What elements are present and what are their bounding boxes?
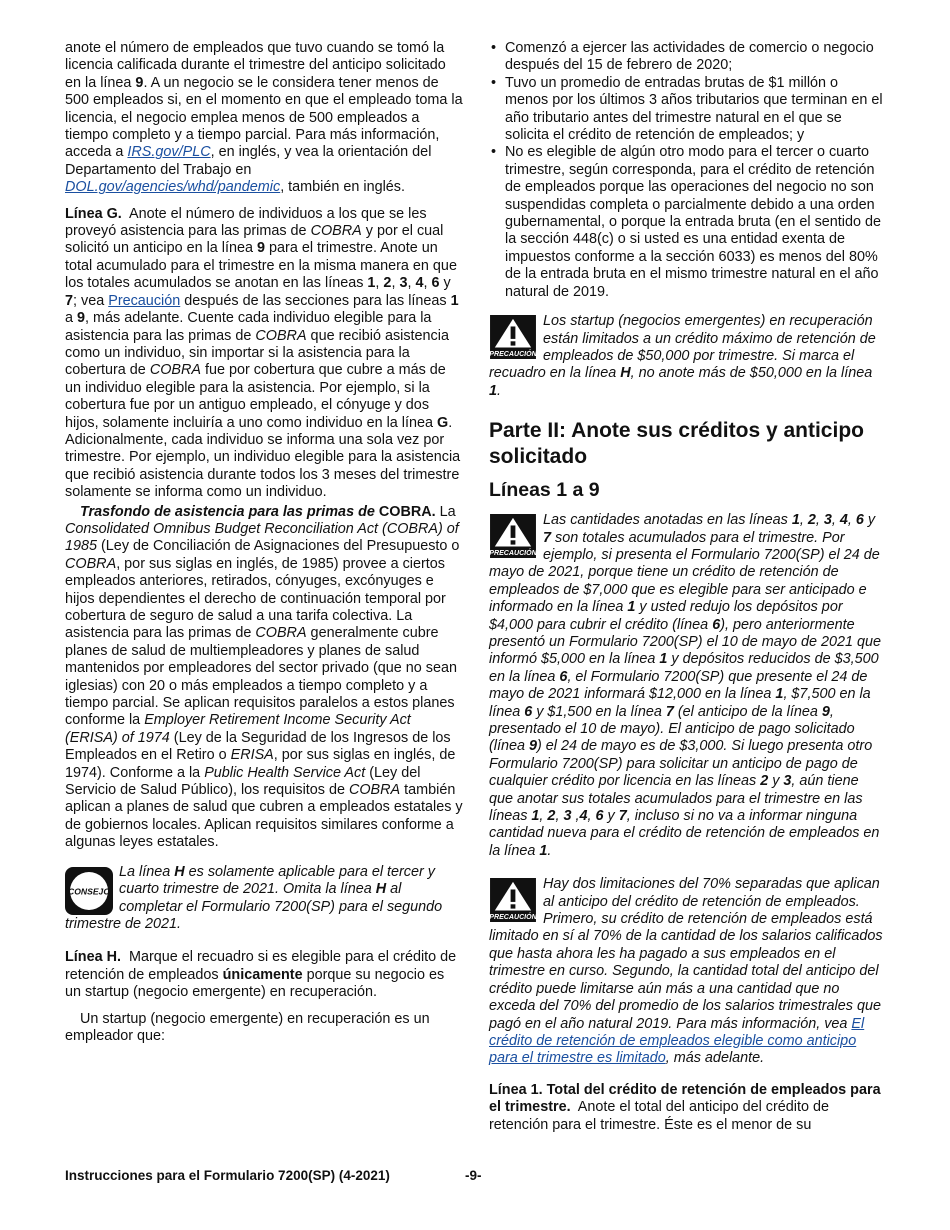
cobra-heading: Trasfondo de asistencia para las primas de bbox=[80, 503, 375, 520]
precaucion-label: PRECAUCIÓN bbox=[489, 351, 537, 359]
credito-limitado-link[interactable]: El crédito de retención de empleados elegible como anticipo para el trimestre es limitado bbox=[489, 1015, 865, 1067]
list-item: • No es elegible de algún otro modo para el tercer o cuarto trimestre, según corresponda, para el crédito de retención de empleados porque las operaciones del negocio no son suspendidas completa o parcialmente debido a una orden gubernamental, o porque la entrada bruta (en el sentido de la sección 448(c) o si usted es una entidad exenta de impuestos conforme a la sección 6033) es menos del 80% de la entrada bruta en el mismo trimestre natural en el año natural de 2019. bbox=[489, 144, 883, 301]
list-item: • Comenzó a ejercer las actividades de comercio o negocio después del 15 de febrero de 2020; bbox=[489, 40, 883, 75]
caution-note-70-percent: PRECAUCIÓN Hay dos limitaciones del 70% separadas que aplican al anticipo del crédito de retención de empleados. Primero, su crédito de retención de empleados está limitado en sí al 70% de la cantidad de los salarios calificados que hasta ahora les ha pagado a sus empleados en el trimestre en curso. Segundo, la cantidad total del anticipo del crédito puede limitarse aún más a una cantidad que no exceda del 70% del promedio de los salarios trimestrales que pagó en el año natural 2019. Para más información, vea El crédito de retención de empleados elegible como anticipo para el trimestre es limitado, más adelante. bbox=[489, 876, 883, 1067]
consejo-label: CONSEJO bbox=[67, 886, 111, 897]
precaucion-link[interactable]: Precaución bbox=[108, 292, 181, 309]
startup-paragraph: Un startup (negocio emergente) en recuperación es un empleador que: bbox=[65, 1010, 430, 1044]
list-item: • Tuvo un promedio de entradas brutas de $1 millón o menos por los últimos 3 años tributarios que terminan en el año tributario antes del trimestre natural en el que se solicita el crédito de retención de empleados; y bbox=[489, 75, 883, 145]
right-column bbox=[489, 40, 883, 1143]
caution-note-startup: PRECAUCIÓN Los startup (negocios emergentes) en recuperación están limitados a un crédito máximo de retención de empleados de $50,000 por trimestre. Si marca el recuadro en la línea H, no anote más de $50,000 en la línea 1. bbox=[489, 313, 876, 399]
intro-paragraph: anote el número de empleados que tuvo cuando se tomó la licencia calificada durante el trimestre del anticipo solicitado en la línea 9. A un negocio se le considera tener menos de 500 empleados si, en el momento en que el empleado toma la licencia, el negocio emplea menos de 500 empleados a tiempo completo y a tiempo parcial. Para más información, acceda a IRS.gov/PLC, en inglés, y vea la orientación del Departamento del Trabajo en DOL.gov/agencies/whd/pandemic, también en inglés. bbox=[65, 40, 463, 196]
consejo-tip-icon bbox=[65, 867, 113, 915]
startup-criteria-list bbox=[489, 40, 883, 301]
footer-title: Instrucciones para el Formulario 7200(SP) (4-2021) bbox=[65, 1168, 390, 1183]
line-h-heading: Línea H. bbox=[65, 949, 121, 966]
line-g-paragraph: Línea G. Anote el número de individuos a los que se les proveyó asistencia para las primas de COBRA y por el cual solicitó un anticipo en la línea 9 para el trimestre. Anote un total acumulado para el trimestre en la misma manera en que los totales acumulados se anotan en las líneas 1, 2, 3, 4, 6 y 7; vea Precaución después de las secciones para las líneas 1 a 9, más adelante. Cuente cada individuo elegible para la asistencia para las primas de COBRA que recibió asistencia como un individuo, sin importar si la asistencia para la cobertura de COBRA fue por cobertura que cubre a más de un individuo elegible para la asistencia. Por ejemplo, si la cobertura fue por un antiguo empleado, el cónyuge y dos hijos, solamente incluiría a uno como individuo en la línea G. Adicionalmente, cada individuo se informa una sola vez por trimestre. Por ejemplo, un individuo elegible para la asistencia que recibió asistencia durante todos los 3 meses del trimestre solamente se informa como un individuo. bbox=[65, 205, 461, 501]
precaucion-label: PRECAUCIÓN bbox=[489, 914, 537, 922]
warning-icon bbox=[489, 514, 537, 558]
caution-note-totals: PRECAUCIÓN Las cantidades anotadas en las líneas 1, 2, 3, 4, 6 y 7 son totales acumulados para el trimestre. Por ejemplo, si presenta el Formulario 7200(SP) el 24 de mayo de 2021, porque tiene un crédito de retención de empleados de $7,000 que es elegible para ser anticipado e informado en la línea 1 y usted redujo los depósitos por $4,000 para cubrir el crédito (línea 6), pero anteriormente presentó un Formulario 7200(SP) el 10 de mayo de 2021 que informó $5,000 en la línea 1 y depósitos reducidos de $3,500 en la línea 6, el Formulario 7200(SP) que presente el 24 de mayo de 2021 informará $12,000 en la línea 1, $7,500 en la línea 6 y $1,500 en la línea 7 (el anticipo de la línea 9, presentado el 10 de mayo). El anticipo de pago solicitado (línea 9) el 24 de mayo es de $3,000. Si luego presenta otro Formulario 7200(SP) para solicitar un anticipo de pago de cualquier crédito por licencia en las líneas 2 y 3, aún tiene que anotar sus totales acumulados para el trimestre en las líneas 1, 2, 3 ,4, 6 y 7, incluso si no va a informar ninguna cantidad nueva para el crédito de retención de empleados en la línea 1. bbox=[489, 512, 881, 859]
warning-icon bbox=[489, 315, 537, 359]
part-ii-title: Parte II: Anote sus créditos y anticipo solicitado bbox=[489, 419, 864, 469]
page-number: -9- bbox=[465, 1168, 482, 1183]
left-column bbox=[65, 40, 463, 1054]
precaucion-label: PRECAUCIÓN bbox=[489, 550, 537, 558]
cobra-background-paragraph: Trasfondo de asistencia para las primas de COBRA. La Consolidated Omnibus Budget Reconciliation Act (COBRA) of 1985 (Ley de Conciliación de Asignaciones del Presupuesto o COBRA, por sus siglas en inglés, de 1985) provee a ciertos empleados anteriores, retirados, cónyuges, excónyuges e hijos dependientes el derecho de continuación temporal por cobertura de seguro de salud a una tarifa colectiva. La asistencia para las primas de COBRA generalmente cubre planes de salud de multiempleadores y planes de salud mantenidos por empleadores del sector privado (que no sean iglesias) con 20 o más empleados a tiempo completo y a tiempo parcial. Se aplican requisitos paralelos a estos planes conforme la Employer Retirement Income Security Act (ERISA) of 1974 (Ley de la Seguridad de los Ingresos de los Empleados en el Retiro o ERISA, por sus siglas en inglés, de 1974). Conforme a la Public Health Service Act (Ley del Servicio de Salud Público), los requisitos de COBRA también aplican a planes de salud que cubren a empleados estatales y de gobiernos locales. Aplican requisitos similares conforme a algunas leyes estatales. bbox=[65, 503, 463, 851]
warning-icon bbox=[489, 878, 537, 922]
lines-1-9-title: Líneas 1 a 9 bbox=[489, 479, 600, 502]
line-1-paragraph: Línea 1. Total del crédito de retención de empleados para el trimestre. Anote el total del anticipo del crédito de retención para el trimestre. Éste es el menor de su bbox=[489, 1081, 881, 1133]
line-g-heading: Línea G. bbox=[65, 205, 122, 222]
line-h-paragraph: Línea H. Marque el recuadro si es elegible para el crédito de retención de empleados únicamente porque su negocio es un startup (negocio emergente) en recuperación. bbox=[65, 949, 457, 1001]
dol-pandemic-link[interactable]: DOL.gov/agencies/whd/pandemic bbox=[65, 179, 281, 196]
tip-note: CONSEJO La línea H es solamente aplicable para el tercer y cuarto trimestre de 2021. Omita la línea H al completar el Formulario 7200(SP) para el segundo trimestre de 2021. bbox=[65, 863, 443, 932]
line-1-heading: Línea 1. Total del crédito de retención de empleados para el trimestre. bbox=[489, 1081, 881, 1116]
page-footer bbox=[65, 1168, 485, 1183]
irs-plc-link[interactable]: IRS.gov/PLC bbox=[127, 144, 211, 161]
